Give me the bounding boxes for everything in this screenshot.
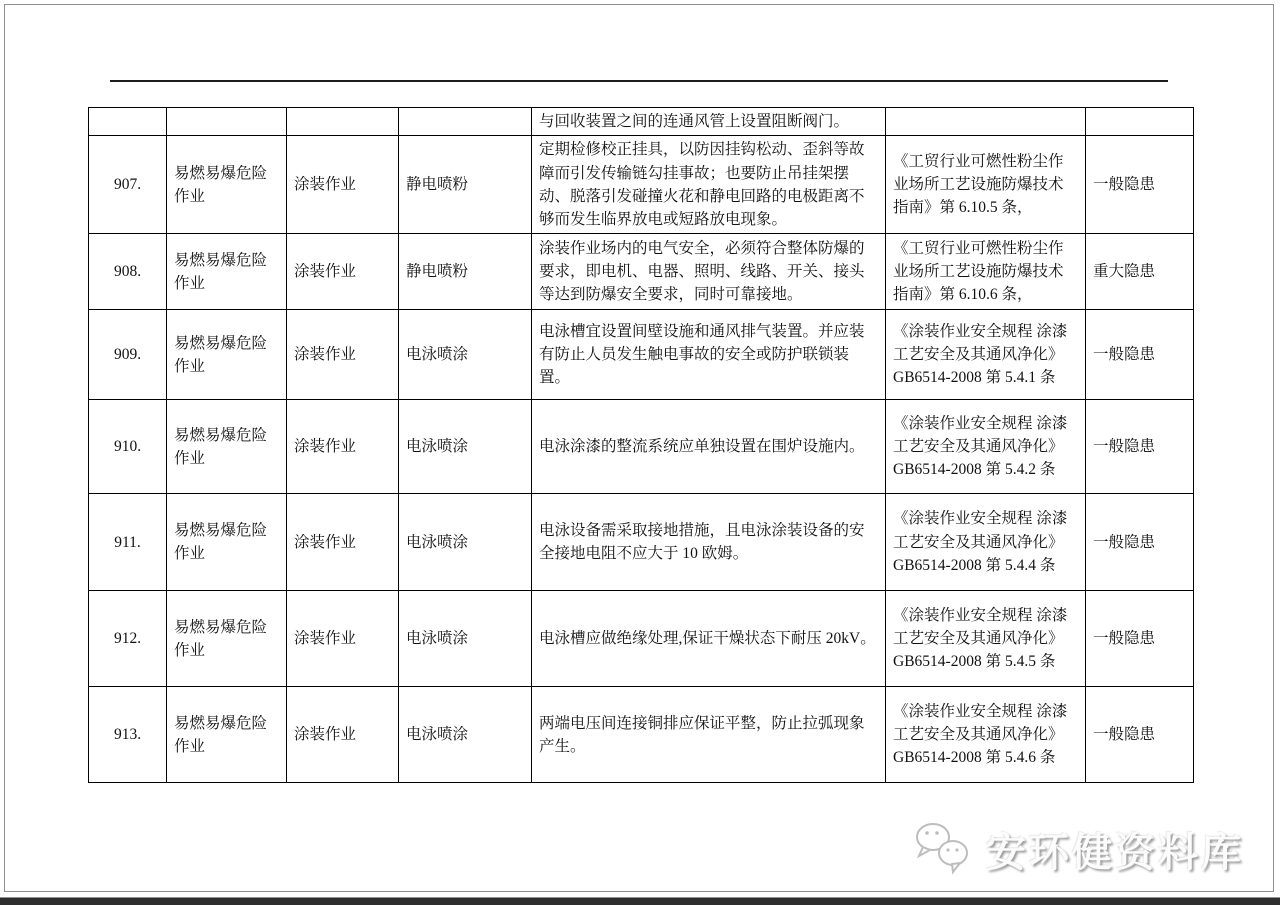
category-cell: 易燃易爆危险作业 — [167, 234, 287, 310]
level-cell: 一般隐患 — [1086, 494, 1194, 591]
row-number-cell — [89, 108, 167, 136]
table-row — [89, 687, 1194, 783]
description-cell: 电泳设备需采取接地措施，且电泳涂装设备的安全接地电阻不应大于 10 欧姆。 — [532, 494, 886, 591]
table-row — [89, 234, 1194, 310]
operation-cell: 涂装作业 — [287, 234, 399, 310]
operation-cell: 涂装作业 — [287, 136, 399, 234]
hazard-checklist-table — [88, 107, 1194, 783]
bottom-edge-bar — [0, 897, 1280, 905]
level-cell: 一般隐患 — [1086, 591, 1194, 687]
table-row — [89, 310, 1194, 400]
description-cell: 定期检修校正挂具，以防因挂钩松动、歪斜等故障而引发传输链勾挂事故；也要防止吊挂架摆动、脱落引发碰撞火花和静电回路的电极距离不够而发生临界放电或短路放电现象。 — [532, 136, 886, 234]
row-number-cell: 907. — [89, 136, 167, 234]
header-divider-rule — [110, 80, 1168, 82]
table-row — [89, 494, 1194, 591]
row-number-cell: 912. — [89, 591, 167, 687]
category-cell: 易燃易爆危险作业 — [167, 400, 287, 494]
description-cell: 电泳槽应做绝缘处理,保证干燥状态下耐压 20kV。 — [532, 591, 886, 687]
category-cell — [167, 108, 287, 136]
category-cell: 易燃易爆危险作业 — [167, 687, 287, 783]
level-cell: 一般隐患 — [1086, 687, 1194, 783]
subtype-cell: 电泳喷涂 — [399, 310, 532, 400]
basis-cell: 《涂装作业安全规程 涂漆工艺安全及其通风净化》GB6514-2008 第 5.4.1 条 — [886, 310, 1086, 400]
operation-cell: 涂装作业 — [287, 591, 399, 687]
basis-cell: 《涂装作业安全规程 涂漆工艺安全及其通风净化》GB6514-2008 第 5.4.2 条 — [886, 400, 1086, 494]
subtype-cell: 静电喷粉 — [399, 234, 532, 310]
subtype-cell — [399, 108, 532, 136]
basis-cell: 《工贸行业可燃性粉尘作业场所工艺设施防爆技术指南》第 6.10.6 条， — [886, 234, 1086, 310]
table-row — [89, 136, 1194, 234]
operation-cell: 涂装作业 — [287, 310, 399, 400]
table-row — [89, 591, 1194, 687]
level-cell — [1086, 108, 1194, 136]
row-number-cell: 911. — [89, 494, 167, 591]
description-cell: 电泳涂漆的整流系统应单独设置在围炉设施内。 — [532, 400, 886, 494]
operation-cell — [287, 108, 399, 136]
category-cell: 易燃易爆危险作业 — [167, 494, 287, 591]
row-number-cell: 908. — [89, 234, 167, 310]
row-number-cell: 913. — [89, 687, 167, 783]
wechat-chat-bubbles-icon — [912, 820, 976, 878]
category-cell: 易燃易爆危险作业 — [167, 310, 287, 400]
basis-cell: 《涂装作业安全规程 涂漆工艺安全及其通风净化》GB6514-2008 第 5.4.5 条 — [886, 591, 1086, 687]
level-cell: 一般隐患 — [1086, 400, 1194, 494]
row-number-cell: 910. — [89, 400, 167, 494]
watermark-text: 安环健资料库 — [986, 829, 1244, 875]
subtype-cell: 静电喷粉 — [399, 136, 532, 234]
table-row — [89, 400, 1194, 494]
row-number-cell: 909. — [89, 310, 167, 400]
subtype-cell: 电泳喷涂 — [399, 687, 532, 783]
category-cell: 易燃易爆危险作业 — [167, 591, 287, 687]
table-row-continuation — [89, 108, 1194, 136]
operation-cell: 涂装作业 — [287, 687, 399, 783]
description-cell: 两端电压间连接铜排应保证平整，防止拉弧现象产生。 — [532, 687, 886, 783]
level-cell: 重大隐患 — [1086, 234, 1194, 310]
subtype-cell: 电泳喷涂 — [399, 400, 532, 494]
level-cell: 一般隐患 — [1086, 310, 1194, 400]
operation-cell: 涂装作业 — [287, 494, 399, 591]
category-cell: 易燃易爆危险作业 — [167, 136, 287, 234]
basis-cell: 《涂装作业安全规程 涂漆工艺安全及其通风净化》GB6514-2008 第 5.4.6 条 — [886, 687, 1086, 783]
watermark — [912, 820, 1244, 878]
basis-cell — [886, 108, 1086, 136]
description-cell: 与回收装置之间的连通风管上设置阻断阀门。 — [532, 108, 886, 136]
description-cell: 涂装作业场内的电气安全，必须符合整体防爆的要求，即电机、电器、照明、线路、开关、接头等达到防爆安全要求，同时可靠接地。 — [532, 234, 886, 310]
operation-cell: 涂装作业 — [287, 400, 399, 494]
description-cell: 电泳槽宜设置间壁设施和通风排气装置。并应装有防止人员发生触电事故的安全或防护联锁装置。 — [532, 310, 886, 400]
basis-cell: 《工贸行业可燃性粉尘作业场所工艺设施防爆技术指南》第 6.10.5 条， — [886, 136, 1086, 234]
subtype-cell: 电泳喷涂 — [399, 494, 532, 591]
subtype-cell: 电泳喷涂 — [399, 591, 532, 687]
basis-cell: 《涂装作业安全规程 涂漆工艺安全及其通风净化》GB6514-2008 第 5.4.4 条 — [886, 494, 1086, 591]
level-cell: 一般隐患 — [1086, 136, 1194, 234]
